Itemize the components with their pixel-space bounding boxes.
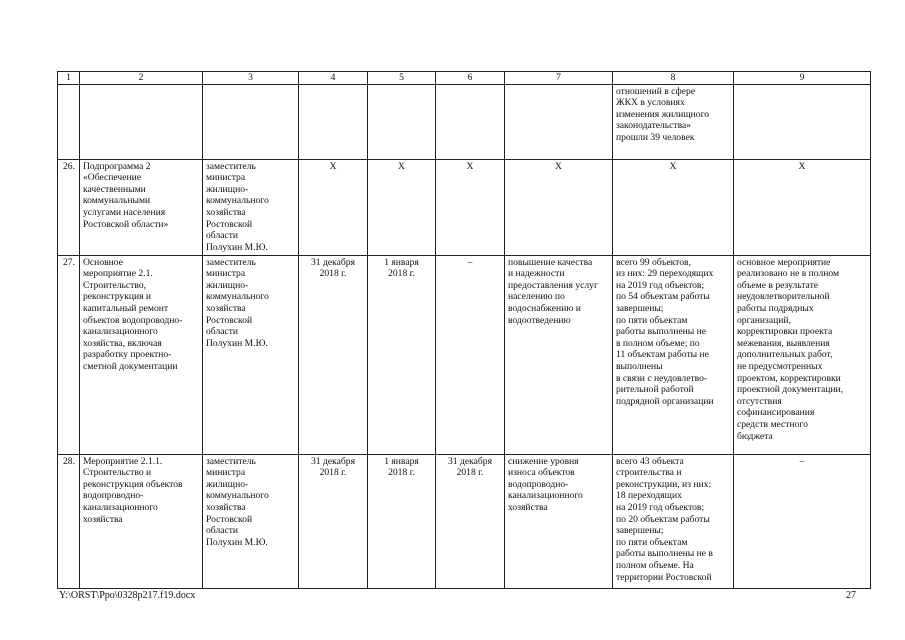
cell-col4 bbox=[299, 84, 368, 159]
cell-col6: Х bbox=[436, 159, 505, 255]
cell-name: Основное мероприятие 2.1. Строительство, реконструкция и капитальный ремонт объектов водопроводно- канализационного хозяйства, включая разработку проектно- сметной документации bbox=[80, 255, 203, 454]
cell-col7: снижение уровня износа объектов водопроводно- канализационного хозяйства bbox=[505, 454, 613, 588]
table-row-27 bbox=[58, 255, 871, 454]
header-cell-3: 3 bbox=[203, 72, 299, 85]
cell-col4: 31 декабря 2018 г. bbox=[299, 255, 368, 454]
header-row bbox=[58, 72, 871, 85]
cell-col9: Х bbox=[734, 159, 871, 255]
continued-row bbox=[58, 84, 871, 159]
cell-col9: основное мероприятие реализовано не в полном объеме в результате неудовлетворительной работы подрядных организаций, корректировки проекта межевания, выявления дополнительных работ, не предусмотренных проектом, корректировки проектной документации, отсутствия софинансирования средств местного бюджета bbox=[734, 255, 871, 454]
header-cell-9: 9 bbox=[734, 72, 871, 85]
cell-col7: повышение качества и надежности предоставления услуг населению по водоснабжению и водоотведению bbox=[505, 255, 613, 454]
cell-name: Подпрограмма 2 «Обеспечение качественными коммунальными услугами населения Ростовской области» bbox=[80, 159, 203, 255]
header-cell-4: 4 bbox=[299, 72, 368, 85]
cell-name: Мероприятие 2.1.1. Строительство и реконструкция объектов водопроводно- канализационного хозяйства bbox=[80, 454, 203, 588]
cell-col7 bbox=[505, 84, 613, 159]
cell-col4: Х bbox=[299, 159, 368, 255]
header-cell-1: 1 bbox=[58, 72, 80, 85]
cell-col5: 1 января 2018 г. bbox=[368, 255, 436, 454]
cell-name bbox=[80, 84, 203, 159]
cell-col7: Х bbox=[505, 159, 613, 255]
cell-col4: 31 декабря 2018 г. bbox=[299, 454, 368, 588]
header-cell-6: 6 bbox=[436, 72, 505, 85]
cell-responsible: заместитель министра жилищно- коммунального хозяйства Ростовской области Полухин М.Ю. bbox=[203, 159, 299, 255]
table-row-26 bbox=[58, 159, 871, 255]
header-cell-7: 7 bbox=[505, 72, 613, 85]
footer-file-path: Y:\ORST\Ppo\0328p217.f19.docx bbox=[59, 590, 196, 601]
cell-col5: 1 января 2018 г. bbox=[368, 454, 436, 588]
cell-col6 bbox=[436, 84, 505, 159]
cell-col6: – bbox=[436, 255, 505, 454]
cell-col5: Х bbox=[368, 159, 436, 255]
cell-col8: всего 99 объектов, из них: 29 переходящих на 2019 год объектов; по 54 объектам работы завершены; по пяти объектам работы выполнены не в полном объеме; по 11 объектам работы не выполнены в связи с неудовлетво- рительной работой подрядной организации bbox=[613, 255, 734, 454]
cell-responsible: заместитель министра жилищно- коммунального хозяйства Ростовской области Полухин М.Ю. bbox=[203, 454, 299, 588]
cell-col8: Х bbox=[613, 159, 734, 255]
cell-col8: отношений в сфере ЖКХ в условиях изменения жилищного законодательства» прошли 39 человек bbox=[613, 84, 734, 159]
header-cell-2: 2 bbox=[80, 72, 203, 85]
header-cell-8: 8 bbox=[613, 72, 734, 85]
header-cell-5: 5 bbox=[368, 72, 436, 85]
cell-col9 bbox=[734, 84, 871, 159]
cell-responsible bbox=[203, 84, 299, 159]
page-number: 27 bbox=[846, 590, 856, 601]
cell-col5 bbox=[368, 84, 436, 159]
cell-col9: – bbox=[734, 454, 871, 588]
report-table bbox=[57, 71, 871, 589]
cell-responsible: заместитель министра жилищно- коммунального хозяйства Ростовской области Полухин М.Ю. bbox=[203, 255, 299, 454]
cell-col6: 31 декабря 2018 г. bbox=[436, 454, 505, 588]
cell-num: 26. bbox=[58, 159, 80, 255]
cell-num bbox=[58, 84, 80, 159]
cell-num: 27. bbox=[58, 255, 80, 454]
table-row-28 bbox=[58, 454, 871, 588]
cell-num: 28. bbox=[58, 454, 80, 588]
cell-col8: всего 43 объекта строительства и реконструкции, из них: 18 переходящих на 2019 год объектов; по 20 объектам работы завершены; по пяти объектам работы выполнены не в полном объеме. На территории Ростовской bbox=[613, 454, 734, 588]
